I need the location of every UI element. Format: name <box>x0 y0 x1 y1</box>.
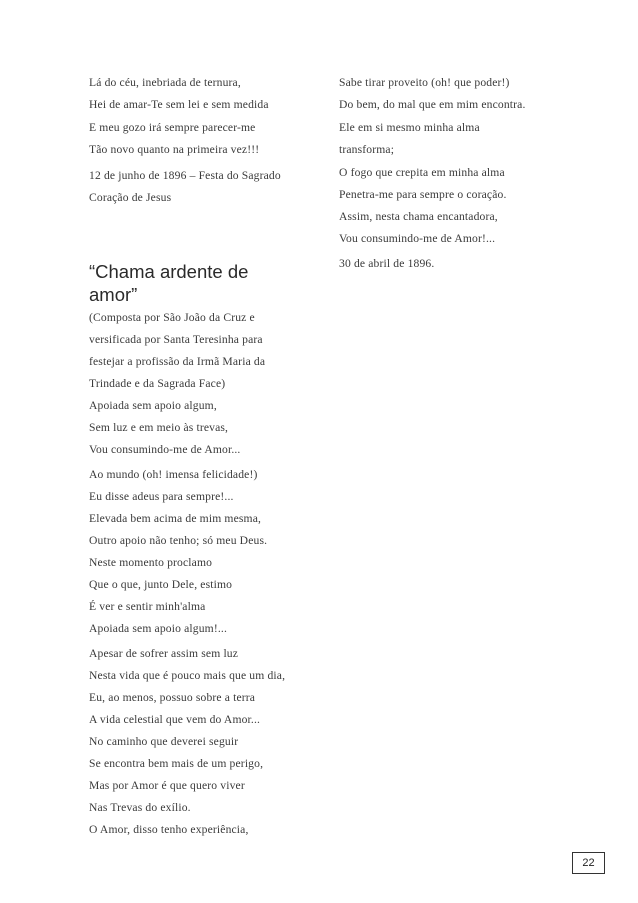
poem-line: É ver e sentir minh'alma <box>89 600 206 613</box>
poem-line: Elevada bem acima de mim mesma, <box>89 512 262 525</box>
poem-line: Se encontra bem mais de um perigo, <box>89 757 264 770</box>
date-note: Coração de Jesus <box>89 191 172 204</box>
poem-subtitle: festejar a profissão da Irmã Maria da <box>89 355 266 368</box>
poem-line: Hei de amar-Te sem lei e sem medida <box>89 98 269 111</box>
poem-line: Outro apoio não tenho; só meu Deus. <box>89 534 268 547</box>
page-number: 22 <box>572 852 605 874</box>
poem-line: Assim, nesta chama encantadora, <box>339 210 498 223</box>
poem-line: No caminho que deverei seguir <box>89 735 239 748</box>
poem-line: O Amor, disso tenho experiência, <box>89 823 249 836</box>
poem-line: Vou consumindo-me de Amor!... <box>339 232 496 245</box>
date-note: 30 de abril de 1896. <box>339 257 435 270</box>
poem-line: O fogo que crepita em minha alma <box>339 166 505 179</box>
poem-title: amor” <box>89 284 138 305</box>
poem-subtitle: versificada por Santa Teresinha para <box>89 333 263 346</box>
poem-line: Ao mundo (oh! imensa felicidade!) <box>89 468 258 481</box>
date-note: 12 de junho de 1896 – Festa do Sagrado <box>89 169 281 182</box>
poem-line: A vida celestial que vem do Amor... <box>89 713 261 726</box>
poem-line: Sabe tirar proveito (oh! que poder!) <box>339 76 510 89</box>
poem-line: Mas por Amor é que quero viver <box>89 779 245 792</box>
poem-line: Vou consumindo-me de Amor... <box>89 443 241 456</box>
poem-line: Sem luz e em meio às trevas, <box>89 421 229 434</box>
poem-line: Do bem, do mal que em mim encontra. <box>339 98 526 111</box>
poem-line: Nas Trevas do exílio. <box>89 801 191 814</box>
poem-subtitle: Trindade e da Sagrada Face) <box>89 377 226 390</box>
poem-line: E meu gozo irá sempre parecer-me <box>89 121 256 134</box>
poem-line: Neste momento proclamo <box>89 556 213 569</box>
poem-title: “Chama ardente de <box>89 261 249 282</box>
poem-line: transforma; <box>339 143 395 156</box>
poem-subtitle: (Composta por São João da Cruz e <box>89 311 255 324</box>
poem-line: Nesta vida que é pouco mais que um dia, <box>89 669 286 682</box>
poem-line: Lá do céu, inebriada de ternura, <box>89 76 241 89</box>
poem-line: Eu, ao menos, possuo sobre a terra <box>89 691 256 704</box>
poem-line: Que o que, junto Dele, estimo <box>89 578 233 591</box>
poem-line: Eu disse adeus para sempre!... <box>89 490 234 503</box>
poem-line: Penetra-me para sempre o coração. <box>339 188 507 201</box>
poem-line: Ele em si mesmo minha alma <box>339 121 480 134</box>
poem-line: Apesar de sofrer assim sem luz <box>89 647 239 660</box>
poem-line: Tão novo quanto na primeira vez!!! <box>89 143 260 156</box>
poem-line: Apoiada sem apoio algum, <box>89 399 217 412</box>
poem-line: Apoiada sem apoio algum!... <box>89 622 227 635</box>
